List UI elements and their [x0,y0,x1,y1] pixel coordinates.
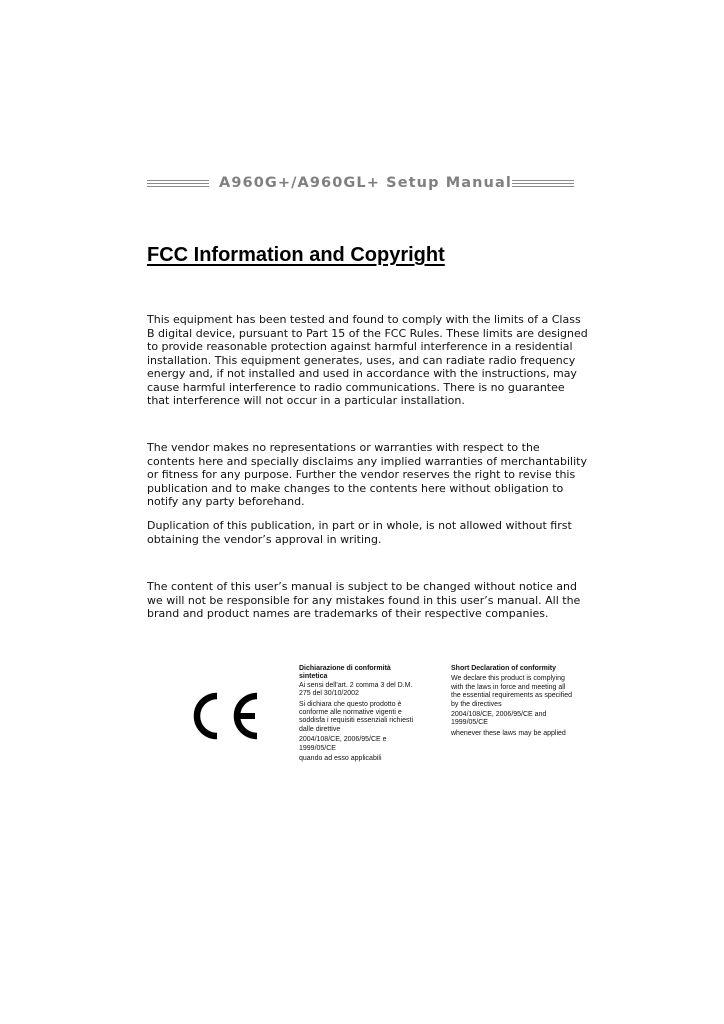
text-line: 1999/05/CE [299,744,336,752]
declaration-italian [299,665,434,763]
text-line: with the laws in force and meeting all [451,683,566,691]
warranty-disclaimer-paragraph [147,441,587,509]
text-line: or fitness for any purpose. Further the vendor reserves the right to revise this [147,468,576,481]
text-line: that interference will not occur in a particular installation. [147,394,465,407]
header-rule-right [512,180,574,187]
declaration-english-heading: Short Declaration of conformity [451,665,557,672]
text-line: to provide reasonable protection against harmful interference in a residential [147,340,573,353]
text-line: Si dichiara che questo prodotto è [299,700,402,708]
duplication-paragraph [147,519,579,546]
text-line: contents here and specially disclaims any implied warranties of merchantability [147,454,587,468]
text-line: We declare this product is complying [451,675,565,683]
manual-changes-paragraph [147,580,579,621]
text-line: 275 del 30/10/2002 [299,690,359,698]
text-line: by the directives [451,700,502,708]
text-line: Ai sensi dell'art. 2 comma 3 del D.M. [299,681,413,689]
text-line: B digital device, pursuant to Part 15 of the FCC Rules. These limits are designed [147,326,588,340]
text-line: quando ad esso applicabili [299,755,382,763]
text-line: This equipment has been tested and found to comply with the limits of a Class [147,313,581,326]
ce-mark-icon [187,690,261,742]
text-line: brand and product names are trademarks of their respective companies. [147,607,549,620]
text-line: whenever these laws may be applied [451,729,566,737]
text-line: conforme alle normative vigenti e [299,709,402,717]
text-line: cause harmful interference to radio communications. There is no guarantee [147,380,565,394]
header-title: A960G+/A960GL+ Setup Manual [219,175,512,191]
text-line: soddisfa i requisiti essenziali richiesti [299,717,413,725]
text-line: we will not be responsible for any mistakes found in this user’s manual. All the [147,593,581,607]
fcc-compliance-paragraph [147,313,588,408]
text-line: 2004/108/CE, 2006/95/CE e [299,736,387,744]
header-rule-left [147,180,209,187]
text-line: The content of this user’s manual is subject to be changed without notice and [147,580,577,593]
text-line: 1999/05/CE [451,719,488,727]
declaration-english [451,665,591,738]
text-line: 2004/108/CE, 2006/95/CE and [451,711,547,719]
text-line: the essential requirements as specified [451,692,573,700]
text-line: Duplication of this publication, in part or in whole, is not allowed without first [147,519,572,532]
text-line: notify any party beforehand. [147,495,305,508]
text-line: installation. This equipment generates, uses, and can radiate radio frequency [147,353,576,367]
text-line: publication and to make changes to the contents here without obligation to [147,481,564,495]
page-header [147,172,574,194]
text-line: energy and, if not installed and used in accordance with the instructions, may [147,367,577,380]
page-title: FCC Information and Copyright [147,244,445,266]
declaration-italian-heading: Dichiarazione di conformità [299,665,391,672]
text-line: dalle direttive [299,725,341,733]
text-line: The vendor makes no representations or warranties with respect to the [147,441,540,454]
text-line: obtaining the vendor’s approval in writing. [147,532,382,546]
declaration-italian-heading: sintetica [299,673,328,681]
